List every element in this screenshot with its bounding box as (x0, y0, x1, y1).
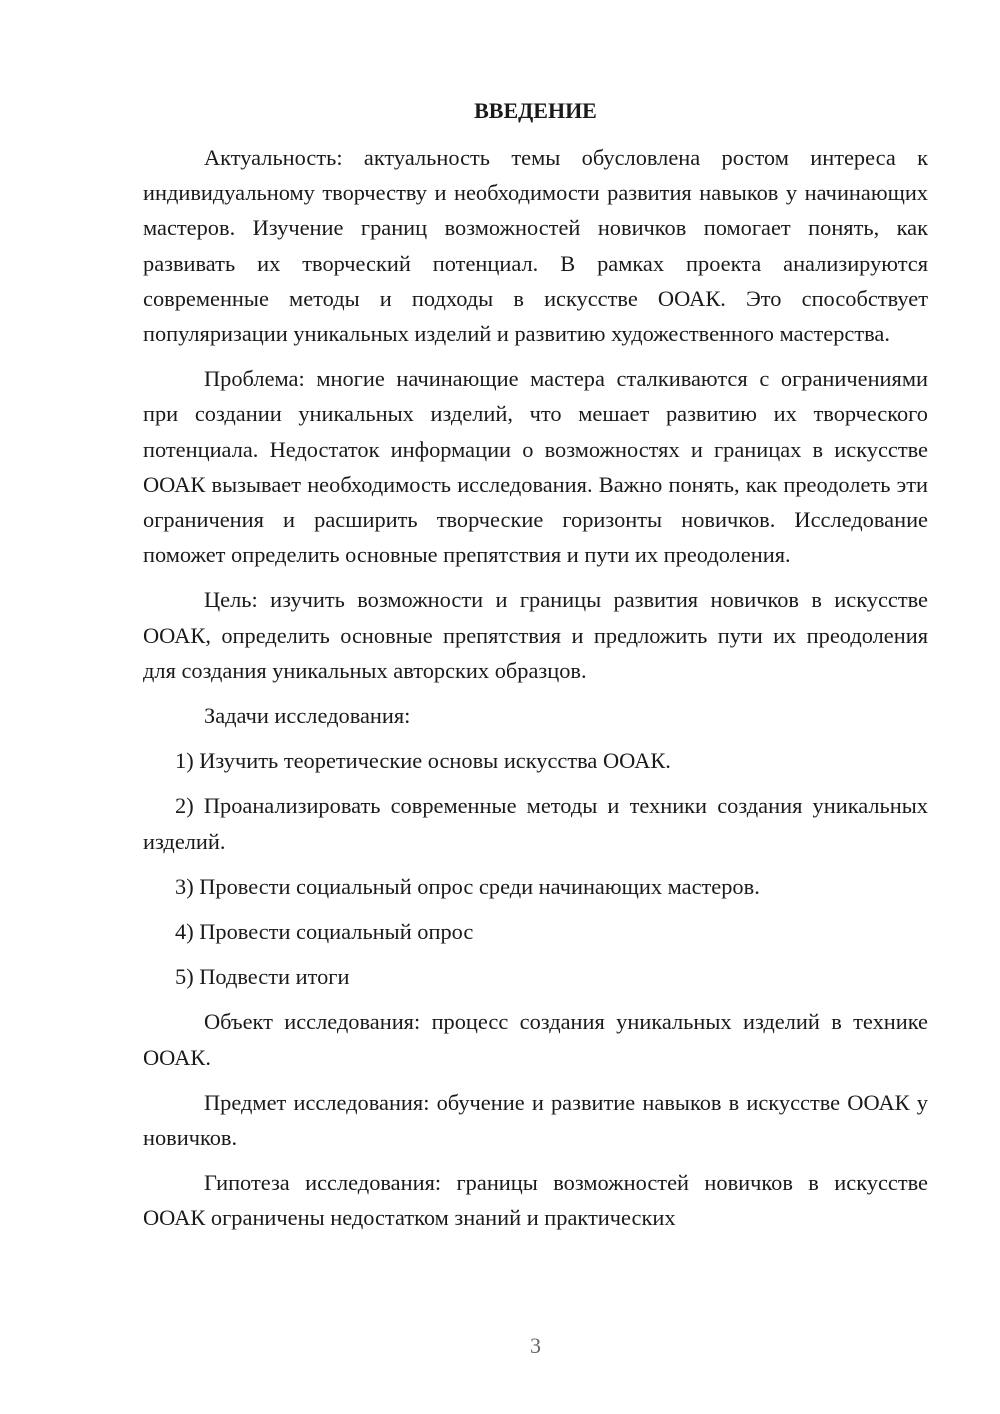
task-item: 1) Изучить теоретические основы искусства ООАК. (175, 748, 671, 774)
task-item: 4) Провести социальный опрос (175, 919, 474, 945)
paragraph-problem: Проблема: многие начинающие мастера сталкиваются с ограничениями при создании уникальных изделий, что мешает развитию их творческого потенциала. Недостаток информации о возможностях и границах в искусстве ООАК вызывает необходимость исследования. Важно понять, как преодолеть эти ограничения и расширить творческие горизонты новичков. Исследование поможет определить основные препятствия и пути их преодоления. (143, 366, 928, 568)
paragraph-subject: Предмет исследования: обучение и развитие навыков в искусстве ООАК у новичков. (143, 1089, 928, 1151)
document-page (143, 96, 928, 1246)
paragraph-relevance: Актуальность: актуальность темы обусловлена ростом интереса к индивидуальному творчеству и необходимости развития навыков у начинающих мастеров. Изучение границ возможностей новичков помогает понять, как развивать их творческий потенциал. В рамках проекта анализируются современные методы и подходы в искусстве ООАК. Это способствует популяризации уникальных изделий и развитию художественного мастерства. (143, 145, 928, 347)
task-item: 5) Подвести итоги (175, 964, 350, 990)
paragraph-object: Объект исследования: процесс создания уникальных изделий в технике ООАК. (143, 1009, 928, 1070)
task-item: 2) Проанализировать современные методы и техники создания уникальных изделий. (143, 793, 928, 854)
paragraph-hypothesis: Гипотеза исследования: границы возможностей новичков в искусстве ООАК ограничены недостатком знаний и практических (143, 1170, 928, 1231)
paragraph-goal: Цель: изучить возможности и границы развития новичков в искусстве ООАК, определить основные препятствия и предложить пути их преодоления для создания уникальных авторских образцов. (143, 587, 928, 683)
paragraph-tasks-intro: Задачи исследования: (204, 703, 411, 729)
task-item: 3) Провести социальный опрос среди начинающих мастеров. (175, 873, 760, 899)
section-heading: ВВЕДЕНИЕ (474, 98, 597, 123)
page-number: 3 (530, 1333, 541, 1358)
